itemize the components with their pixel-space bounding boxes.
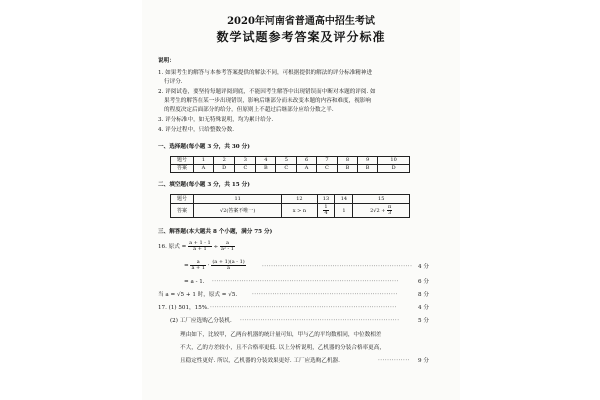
fraction: $\frac{a}{\text{a² - 1}}$	[220, 240, 234, 252]
note-line: 4. 评分过程中，只给整数分数.	[158, 127, 235, 133]
table-cell: 3	[235, 157, 256, 165]
table-cell: 2	[213, 157, 235, 165]
row-label: 题号	[171, 157, 194, 165]
table-cell: 5	[276, 157, 297, 165]
table-cell: 2√2 + $\frac{\pi}{3}$	[353, 204, 410, 218]
table-row	[171, 157, 410, 165]
row-label: 答案	[171, 165, 194, 173]
score-label: 8 分	[418, 292, 429, 298]
fill-in-table	[170, 194, 410, 218]
note-line: 3. 评分标准中，如无特殊说明，均为累计给分.	[158, 117, 274, 123]
table-cell: √2(答案不唯一)	[194, 204, 282, 218]
fraction: $\frac{a}{a + 1}$	[191, 259, 205, 271]
table-cell: 14	[335, 195, 353, 204]
q16-line1: 16. 原式 = $\frac{a + 1 - 1}{a + 1}$ ÷ $\frac{a}{\text{a² - 1}}$	[158, 240, 234, 252]
table-cell: C	[317, 165, 338, 173]
section3-heading: 三、解答题(本大题共 8 个小题，满分 75 分)	[158, 229, 273, 235]
q16-line3: = a - 1.	[184, 279, 205, 285]
note-line: 1. 如果考生的解答与本参考答案提供的解法不同，可根据提供的解法的评分标准精神进	[158, 70, 373, 76]
q17-part2: (2) 工厂应选购乙分装机.	[170, 318, 232, 324]
table-cell: 13	[317, 195, 335, 204]
table-cell: D	[213, 165, 235, 173]
fraction: $\frac{\pi}{3}$	[388, 204, 392, 216]
table-cell: C	[235, 165, 256, 173]
leader-dots: ································································	[252, 292, 398, 298]
score-label: 6 分	[418, 279, 429, 285]
table-row	[171, 165, 410, 173]
answer-sheet	[142, 0, 460, 400]
q17-part1: 17. (1) 501，15%.	[158, 305, 209, 311]
q17-reason: 不大，乙的方差较小，且不合格率更低. 以上分析说明，乙机器的分装合格率更高，	[180, 345, 385, 351]
row-label: 答案	[171, 204, 194, 218]
answer-key-title: 数学试题参考答案及评分标准	[216, 30, 386, 44]
table-cell: 7	[317, 157, 338, 165]
leader-dots: ······································································	[240, 318, 400, 324]
table-cell: 15	[353, 195, 410, 204]
table-cell: D	[378, 165, 410, 173]
table-cell: 1	[194, 157, 214, 165]
note-line: 2. 评阅试卷，要坚持每题评阅到底，不能因考生解答中出现错误而中断对本题的评阅. 如	[158, 89, 376, 95]
exam-title: 2020年河南省普通高中招生考试	[227, 16, 375, 27]
note-line: 的程度决定后面部分的给分，但原则上不超过后继部分应给分数之半.	[164, 107, 334, 113]
table-cell: x > n	[282, 204, 317, 218]
table-cell: 4	[256, 157, 276, 165]
leader-dots: ··································································	[262, 264, 412, 270]
fraction: $\frac{1}{4}$	[324, 204, 328, 216]
score-label: 5 分	[418, 318, 429, 324]
score-label: 4 分	[418, 264, 429, 270]
table-cell: B	[358, 165, 378, 173]
table-row	[171, 195, 410, 204]
fraction: $\frac{(a + 1)(a - 1)}{a}$	[212, 259, 245, 271]
q17-reason: 理由如下，比较甲，乙两台机器的统计量可知，甲与乙的平均数相同，中位数相差	[180, 332, 382, 338]
table-cell	[317, 204, 335, 218]
fraction: $\frac{a + 1 - 1}{a + 1}$	[189, 240, 211, 252]
table-cell: 9	[358, 157, 378, 165]
table-cell: 11	[194, 195, 282, 204]
table-cell: 6	[297, 157, 317, 165]
note-line: 果考生的解答在某一步出现错误，影响后继部分而未改变本题的内容和难度，视影响	[164, 98, 371, 104]
table-cell: 12	[282, 195, 317, 204]
q16-line4: 当 a = √5 + 1 时，原式 = √5.	[158, 292, 238, 298]
leader-dots: ··················································································	[212, 279, 399, 285]
notes-heading: 说明：	[158, 58, 175, 64]
section1-heading: 一、选择题(每小题 3 分，共 30 分)	[158, 144, 250, 150]
table-cell: 8	[337, 157, 357, 165]
table-cell: C	[276, 165, 297, 173]
table-cell: 1	[335, 204, 353, 218]
q16-line2: = $\frac{a}{a + 1}$ · $\frac{(a + 1)(a - 1)}{a}$	[184, 259, 245, 271]
score-label: 4 分	[418, 305, 429, 311]
table-cell: B	[337, 165, 357, 173]
leader-dots: ··············	[378, 358, 410, 364]
table-cell: 10	[378, 157, 410, 165]
section2-heading: 二、填空题(每小题 3 分，共 15 分)	[158, 182, 250, 188]
score-label: 9 分	[418, 358, 429, 364]
q17-reason: 且稳定性更好. 所以，乙机器的分装效果更好. 工厂应选购乙机器.	[180, 358, 340, 364]
multiple-choice-table	[170, 156, 410, 173]
table-cell: B	[256, 165, 276, 173]
table-cell: A	[194, 165, 214, 173]
leader-dots: ··················································································	[210, 305, 397, 311]
note-line: 行评分.	[164, 79, 183, 85]
table-cell: A	[297, 165, 317, 173]
table-row	[171, 204, 410, 218]
row-label: 题号	[171, 195, 194, 204]
